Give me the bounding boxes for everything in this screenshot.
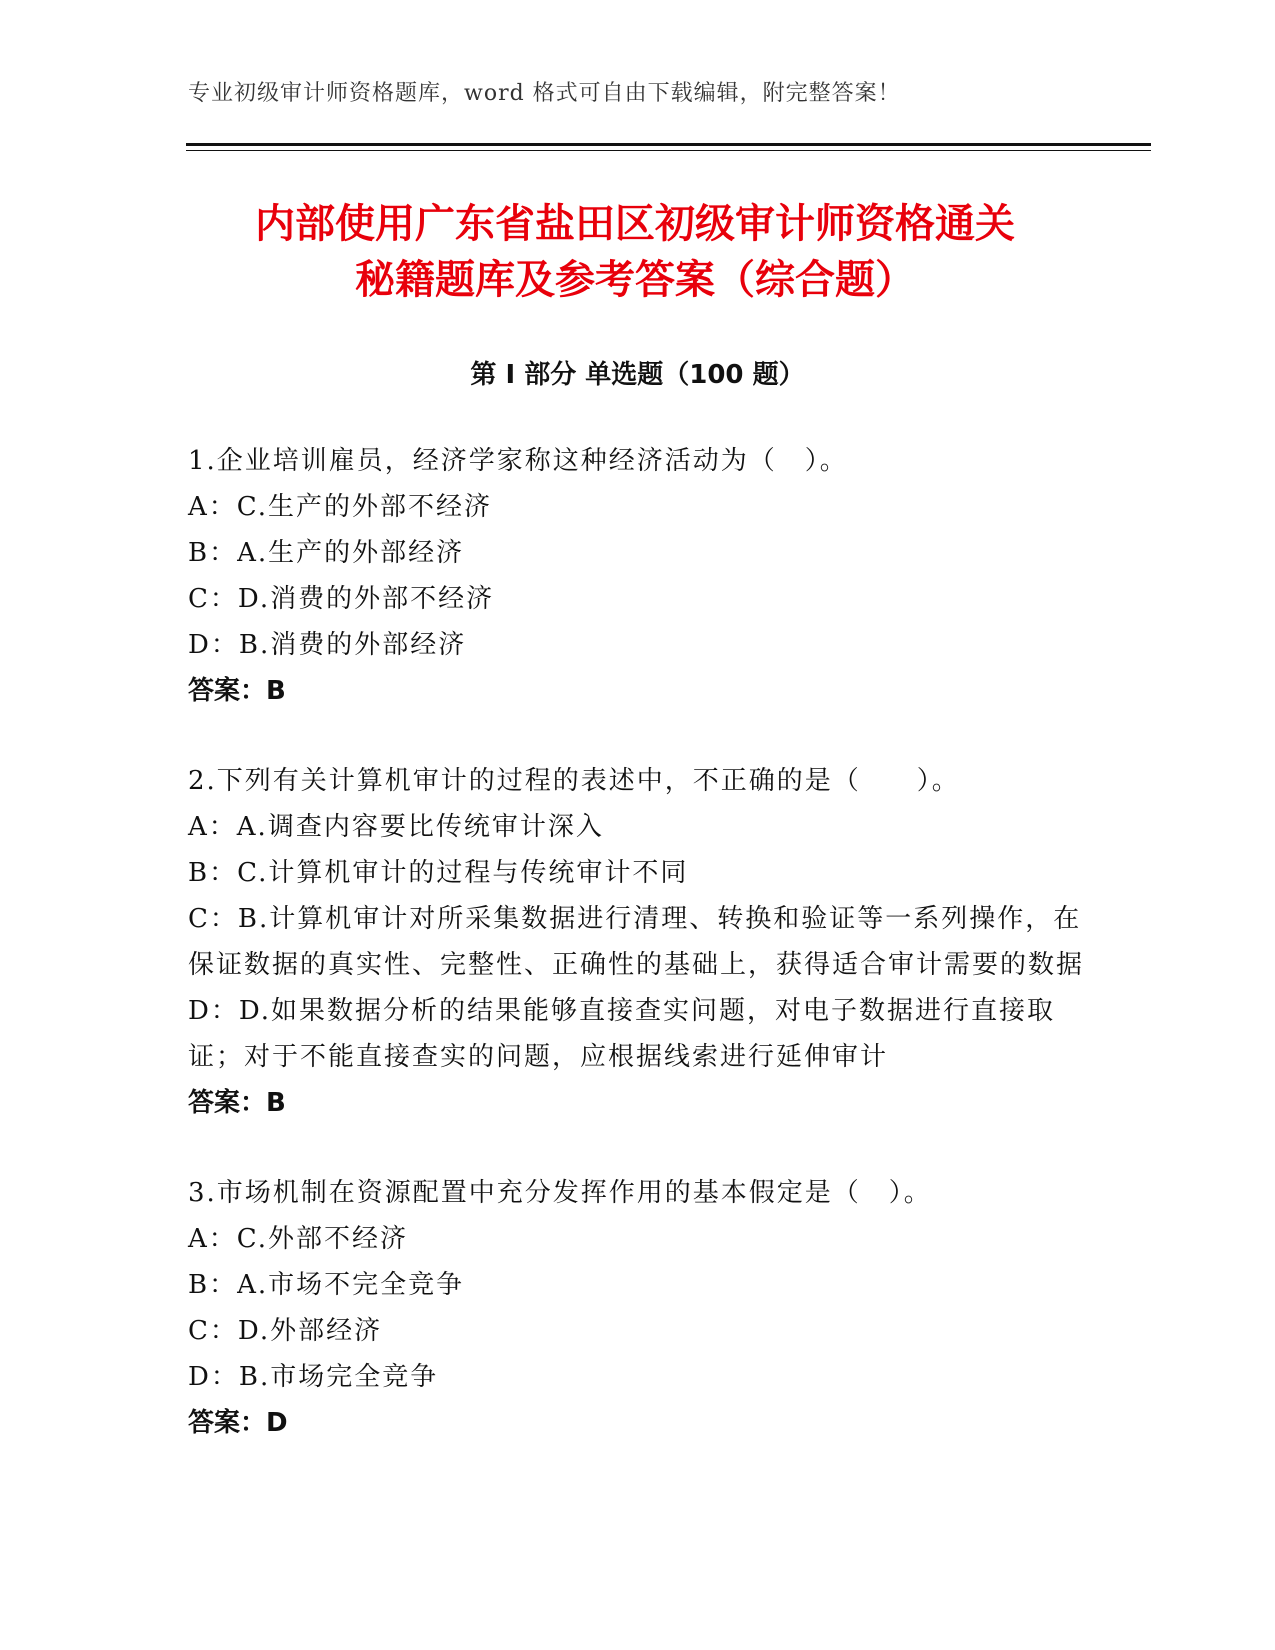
answer: 答案：B xyxy=(188,676,286,706)
question-stem: 3.市场机制在资源配置中充分发挥作用的基本假定是（ ）。 xyxy=(188,1178,932,1208)
question-stem: 1.企业培训雇员，经济学家称这种经济活动为（ ）。 xyxy=(188,446,848,476)
option-b: B：C.计算机审计的过程与传统审计不同 xyxy=(188,858,689,888)
option-c: C：D.外部经济 xyxy=(188,1316,383,1346)
document-title xyxy=(160,196,1110,308)
header-rule-thin xyxy=(186,150,1151,151)
option-b: B：A.生产的外部经济 xyxy=(188,538,465,568)
option-c: C：D.消费的外部不经济 xyxy=(188,584,495,614)
option-a: A：C.外部不经济 xyxy=(188,1224,409,1254)
section-heading: 第 I 部分 单选题（100 题） xyxy=(470,360,805,390)
header-rule-thick xyxy=(186,143,1151,146)
answer: 答案：D xyxy=(188,1408,288,1438)
option-a: A：A.调查内容要比传统审计深入 xyxy=(188,812,604,842)
header-note: 专业初级审计师资格题库，word 格式可自由下载编辑，附完整答案！ xyxy=(188,81,901,106)
answer: 答案：B xyxy=(188,1088,286,1118)
option-b: B：A.市场不完全竞争 xyxy=(188,1270,465,1300)
question-list xyxy=(188,438,1088,1490)
question-3 xyxy=(188,1170,1088,1446)
document-title-line-1: 内部使用广东省盐田区初级审计师资格通关 xyxy=(255,201,1015,247)
option-c: C：B.计算机审计对所采集数据进行清理、转换和验证等一系列操作，在保证数据的真实性、完整性、正确性的基础上，获得适合审计需要的数据 xyxy=(188,904,1085,980)
option-d: D：D.如果数据分析的结果能够直接查实问题，对电子数据进行直接取证；对于不能直接查实的问题，应根据线索进行延伸审计 xyxy=(188,996,1056,1072)
question-1 xyxy=(188,438,1088,714)
question-2 xyxy=(188,758,1088,1126)
question-stem: 2.下列有关计算机审计的过程的表述中，不正确的是（ ）。 xyxy=(188,766,960,796)
option-a: A：C.生产的外部不经济 xyxy=(188,492,493,522)
option-d: D：B.市场完全竞争 xyxy=(188,1362,439,1392)
option-d: D：B.消费的外部经济 xyxy=(188,630,467,660)
document-title-line-2: 秘籍题库及参考答案（综合题） xyxy=(355,257,915,303)
